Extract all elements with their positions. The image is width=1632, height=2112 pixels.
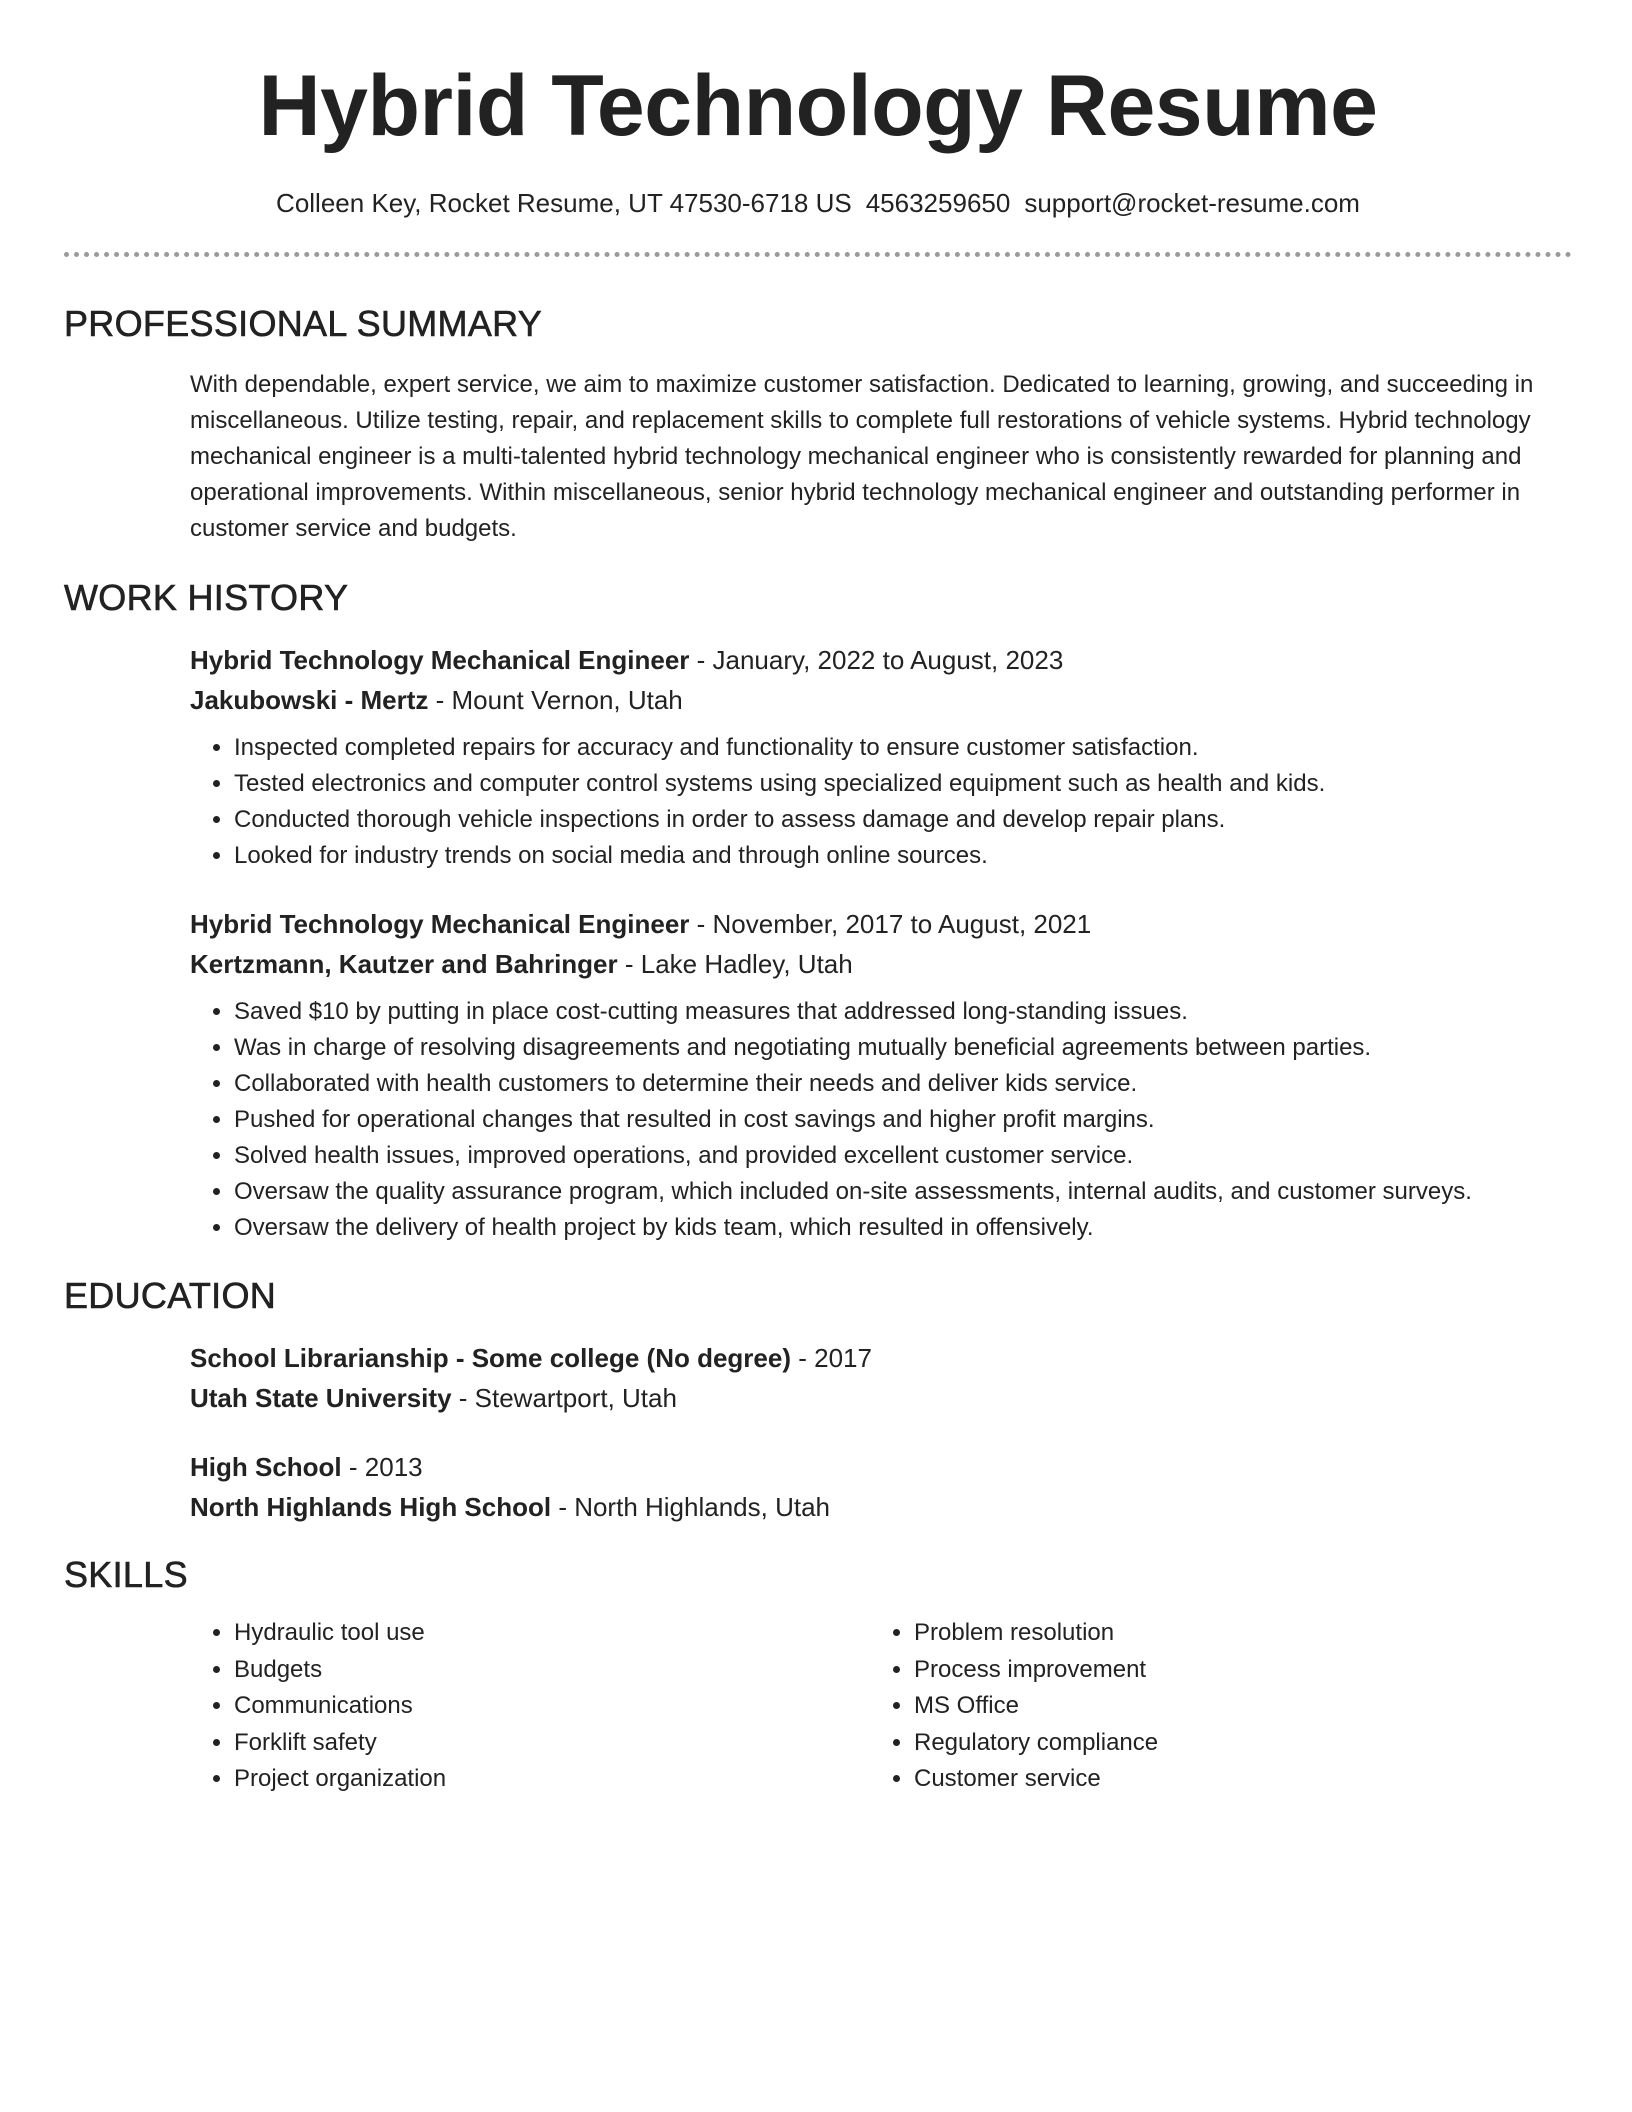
skills-section xyxy=(190,1615,1572,1798)
job-bullet: • Tested electronics and computer control systems using specialized equipment such as health and kids. xyxy=(234,766,1572,802)
education-location: - North Highlands, Utah xyxy=(551,1492,830,1522)
skills-heading: SKILLS xyxy=(64,1554,188,1595)
skill-item: • Problem resolution xyxy=(914,1615,1550,1652)
job-company-line xyxy=(190,680,1572,720)
education-heading: EDUCATION xyxy=(64,1275,277,1316)
job-bullet: • Oversaw the delivery of health project by kids team, which resulted in offensively. xyxy=(234,1210,1572,1246)
job-bullet: • Was in charge of resolving disagreements and negotiating mutually beneficial agreements between parties. xyxy=(234,1030,1572,1066)
job-bullets xyxy=(190,994,1572,1246)
skill-item: • Process improvement xyxy=(914,1652,1550,1689)
resume-page xyxy=(64,0,1572,1798)
summary-text: With dependable, expert service, we aim to maximize customer satisfaction. Dedicated to learning, growing, and succeeding in miscellaneous. Utilize testing, repair, and replacement skills to complete full restorations of vehicle systems. Hybrid technology mechanical engineer is a multi-talented hybrid technology mechanical engineer who is consistently rewarded for planning and operational improvements. Within miscellaneous, senior hybrid technology mechanical engineer and outstanding performer in customer service and budgets. xyxy=(190,371,1534,542)
resume-title: Hybrid Technology Resume xyxy=(258,58,1378,154)
job-location: - Lake Hadley, Utah xyxy=(617,949,853,979)
header-divider xyxy=(64,252,1572,257)
job-company: Jakubowski - Mertz xyxy=(190,685,429,715)
skill-item: • Communications xyxy=(234,1688,870,1725)
job-title-line xyxy=(190,640,1572,680)
job-entry xyxy=(190,904,1572,1246)
job-bullet: • Inspected completed repairs for accuracy and functionality to ensure customer satisfaction. xyxy=(234,730,1572,766)
education-degree-line xyxy=(190,1447,1572,1487)
skill-item: • Project organization xyxy=(234,1761,870,1798)
job-bullet: • Conducted thorough vehicle inspections in order to assess damage and develop repair plans. xyxy=(234,802,1572,838)
job-company: Kertzmann, Kautzer and Bahringer xyxy=(190,949,618,979)
job-title: Hybrid Technology Mechanical Engineer xyxy=(190,645,690,675)
skills-list xyxy=(870,1615,1550,1798)
education-school-line xyxy=(190,1378,1572,1418)
job-bullet: • Oversaw the quality assurance program, which included on-site assessments, internal audits, and customer surveys. xyxy=(234,1174,1572,1210)
job-bullets xyxy=(190,730,1572,874)
job-dates: - November, 2017 to August, 2021 xyxy=(689,909,1092,939)
summary-section xyxy=(190,367,1572,547)
education-school: North Highlands High School xyxy=(190,1492,552,1522)
job-bullet: • Looked for industry trends on social media and through online sources. xyxy=(234,838,1572,874)
skill-item: • Regulatory compliance xyxy=(914,1725,1550,1762)
education-entry xyxy=(190,1447,1572,1527)
skills-list xyxy=(190,1615,870,1798)
contact-email: support@rocket-resume.com xyxy=(1024,188,1360,218)
job-title: Hybrid Technology Mechanical Engineer xyxy=(190,909,690,939)
education-school: Utah State University xyxy=(190,1383,452,1413)
job-company-line xyxy=(190,944,1572,984)
skills-column-left xyxy=(190,1615,870,1798)
education-degree: High School xyxy=(190,1452,342,1482)
education-year: - 2017 xyxy=(791,1343,872,1373)
job-bullet: • Saved $10 by putting in place cost-cutting measures that addressed long-standing issues. xyxy=(234,994,1572,1030)
contact-phone: 4563259650 xyxy=(865,188,1011,218)
education-degree: School Librarianship - Some college (No degree) xyxy=(190,1343,791,1373)
education-year: - 2013 xyxy=(341,1452,423,1482)
job-entry xyxy=(190,640,1572,874)
skill-item: • Budgets xyxy=(234,1652,870,1689)
job-title-line xyxy=(190,904,1572,944)
education-entry xyxy=(190,1338,1572,1418)
job-bullet: • Solved health issues, improved operations, and provided excellent customer service. xyxy=(234,1138,1572,1174)
summary-heading: PROFESSIONAL SUMMARY xyxy=(64,303,543,344)
contact-line xyxy=(64,186,1572,220)
job-bullet: • Pushed for operational changes that resulted in cost savings and higher profit margins. xyxy=(234,1102,1572,1138)
job-location: - Mount Vernon, Utah xyxy=(428,685,683,715)
education-degree-line xyxy=(190,1338,1572,1378)
education-school-line xyxy=(190,1487,1572,1527)
job-bullet: • Collaborated with health customers to determine their needs and deliver kids service. xyxy=(234,1066,1572,1102)
work-heading: WORK HISTORY xyxy=(64,577,349,618)
job-dates: - January, 2022 to August, 2023 xyxy=(689,645,1064,675)
skills-column-right xyxy=(870,1615,1550,1798)
skill-item: • Hydraulic tool use xyxy=(234,1615,870,1652)
skill-item: • Forklift safety xyxy=(234,1725,870,1762)
skill-item: • Customer service xyxy=(914,1761,1550,1798)
education-location: - Stewartport, Utah xyxy=(451,1383,677,1413)
contact-address: Colleen Key, Rocket Resume, UT 47530-6718 US xyxy=(276,188,852,218)
skill-item: • MS Office xyxy=(914,1688,1550,1725)
